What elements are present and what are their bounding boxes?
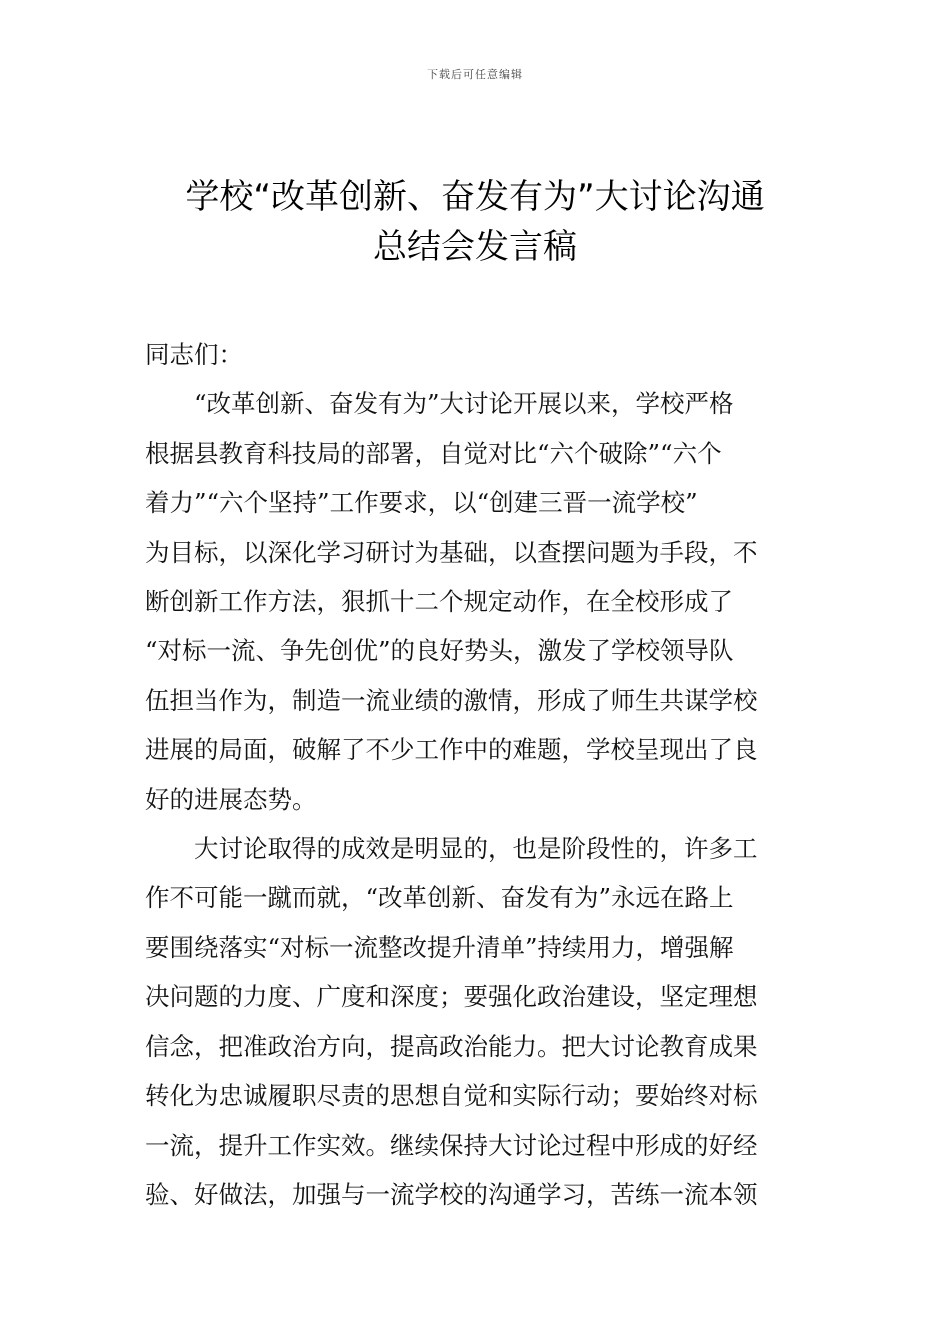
document-body (145, 330, 813, 1219)
document-title (140, 172, 810, 272)
paragraph-line: 伍担当作为，制造一流业绩的激情，形成了师生共谋学校 (145, 685, 758, 715)
paragraph-2 (145, 824, 813, 1219)
paragraph-line: 决问题的力度、广度和深度；要强化政治建设，坚定理想 (145, 982, 758, 1012)
paragraph-line: 大讨论取得的成效是明显的，也是阶段性的，许多工 (194, 834, 758, 864)
paragraph-line: 进展的局面，破解了不少工作中的难题，学校呈现出了良 (145, 735, 758, 765)
paragraph-line: 作不可能一蹴而就，“改革创新、奋发有为”永远在路上 (145, 883, 734, 913)
paragraph-line: 验、好做法，加强与一流学校的沟通学习，苦练一流本领 (145, 1179, 758, 1209)
paragraph-line: “改革创新、奋发有为”大讨论开展以来，学校严格 (194, 389, 734, 419)
paragraph-line: 断创新工作方法，狠抓十二个规定动作，在全校形成了 (145, 587, 733, 617)
paragraph-line: 着力”“六个坚持”工作要求，以“创建三晋一流学校” (145, 488, 698, 518)
title-line-2: 总结会发言稿 (373, 227, 577, 267)
paragraph-line: 信念，把准政治方向，提高政治能力。把大讨论教育成果 (145, 1031, 758, 1061)
paragraph-line: 根据县教育科技局的部署，自觉对比“六个破除”“六个 (145, 438, 722, 468)
paragraph-line: 为目标，以深化学习研讨为基础，以查摆问题为手段，不 (145, 537, 758, 567)
paragraph-line: 转化为忠诚履职尽责的思想自觉和实际行动；要始终对标 (145, 1081, 758, 1111)
title-line-1: 学校“改革创新、奋发有为”大讨论沟通 (185, 177, 765, 217)
paragraph-1 (145, 379, 813, 824)
header-note: 下载后可任意编辑 (427, 68, 523, 81)
salutation: 同志们： (145, 340, 243, 369)
paragraph-line: 一流，提升工作实效。继续保持大讨论过程中形成的好经 (145, 1130, 758, 1160)
paragraph-line: 好的进展态势。 (145, 784, 317, 814)
paragraph-line: “对标一流、争先创优”的良好势头，激发了学校领导队 (145, 636, 734, 666)
paragraph-line: 要围绕落实“对标一流整改提升清单”持续用力，增强解 (145, 932, 734, 962)
